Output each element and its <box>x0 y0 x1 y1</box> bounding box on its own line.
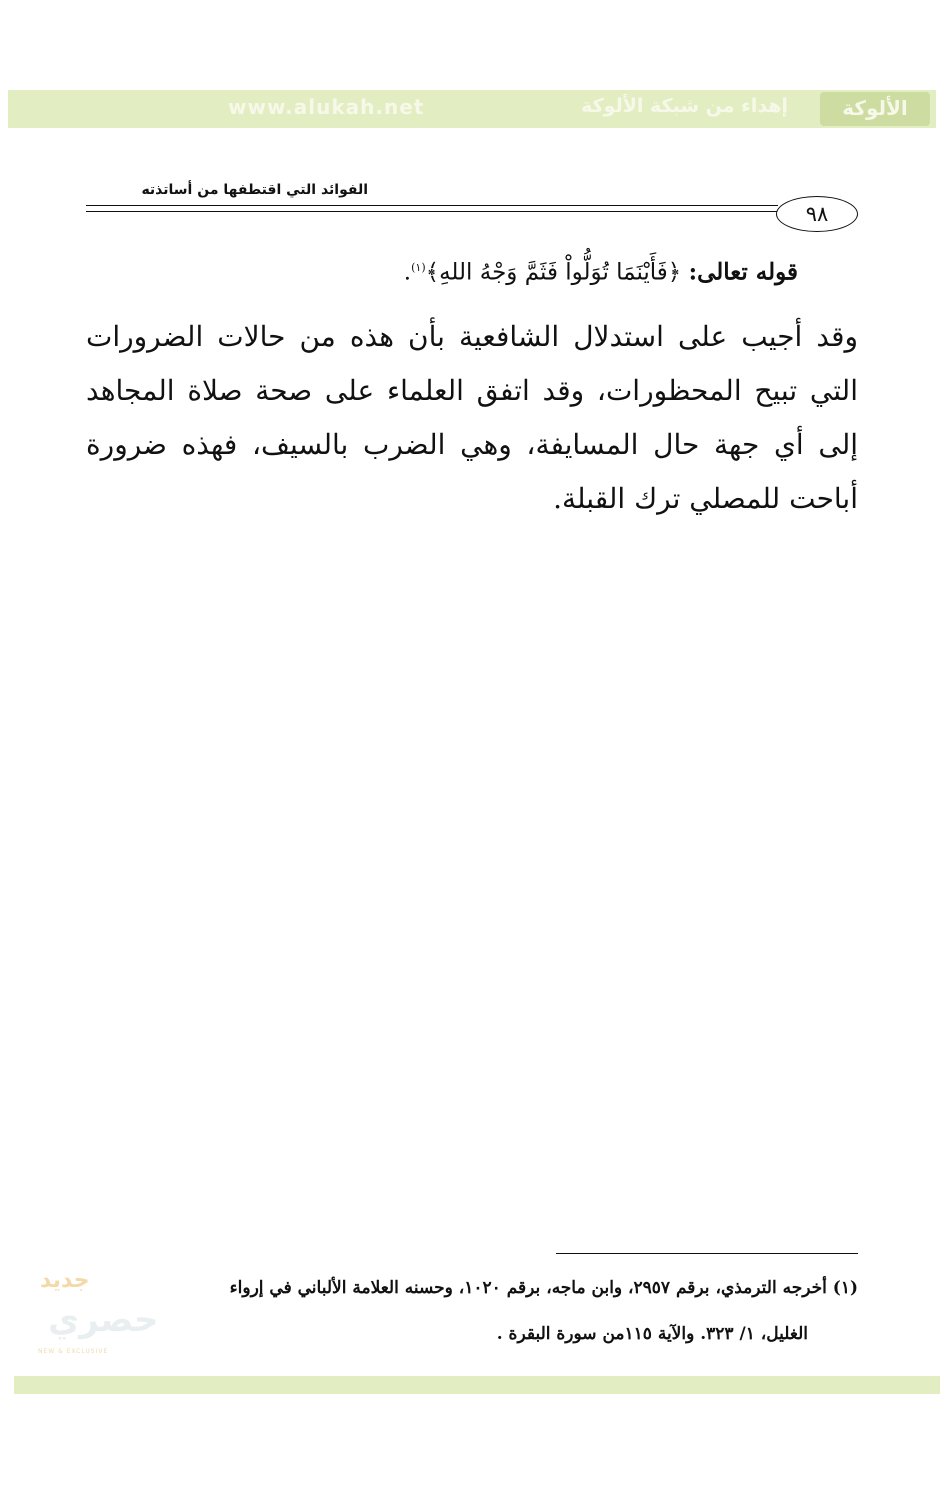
header-rule <box>86 211 778 212</box>
page-number: ٩٨ <box>776 196 858 232</box>
footnote-rule <box>556 1253 858 1254</box>
footnote-line-1: (١) أخرجه الترمذي، برقم ٢٩٥٧، وابن ماجه، برقم ١٠٢٠، وحسنه العلامة الألباني في إرواء <box>229 1278 858 1298</box>
quran-verse: ﴿فَأَيْنَمَا تُوَلُّواْ فَثَمَّ وَجْهُ اللهِ﴾ <box>425 259 682 286</box>
bottom-band <box>14 1376 940 1394</box>
verse-line <box>86 248 798 293</box>
banner-gift-text: إهداء من شبكة الألوكة <box>581 95 788 117</box>
body-paragraph: وقد أجيب على استدلال الشافعية بأن هذه من حالات الضرورات التي تبيح المحظورات، وقد اتفق العلماء على صحة صلاة المجاهد إلى أي جهة حال المسايفة، وهي الضرب بالسيف، فهذه ضرورة أباحت للمصلي ترك القبلة. <box>86 320 859 515</box>
verse-lead: قوله تعالى: <box>688 258 798 286</box>
top-banner <box>8 90 936 128</box>
logo-text: الألوكة <box>842 96 908 120</box>
banner-url[interactable]: www.alukah.net <box>228 95 425 119</box>
watermark-stamp: جديد حصري NEW & EXCLUSIVE <box>38 1268 159 1355</box>
running-title: الفوائد التي اقتطفها من أساتذته <box>141 182 368 198</box>
alukah-logo <box>820 92 930 126</box>
header-rule <box>86 205 778 206</box>
footnote-line-2: الغليل، ١/ ٣٢٣. والآية ١١٥من سورة البقرة . <box>496 1324 808 1344</box>
verse-tail: . <box>403 259 412 286</box>
footnote-ref: (١) <box>411 261 426 274</box>
